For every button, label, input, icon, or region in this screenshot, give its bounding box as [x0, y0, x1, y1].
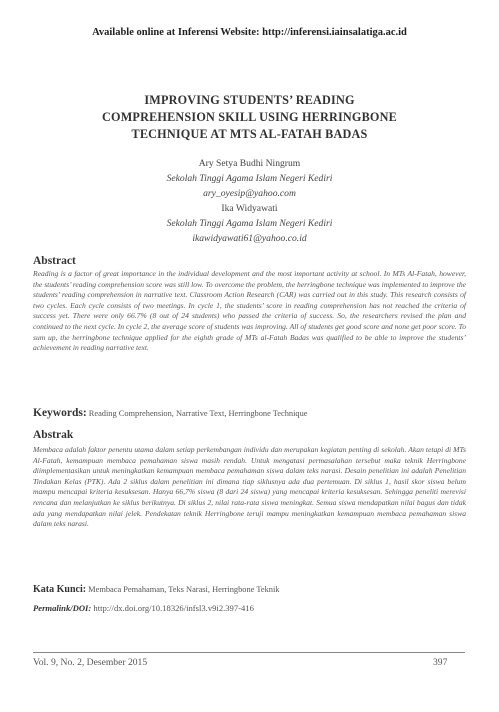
- journal-header: Available online at Inferensi Website: http://inferensi.iainsalatiga.ac.id: [92, 27, 407, 38]
- abstract-heading: Abstract: [33, 255, 76, 267]
- author-email: ikawidyawati61@yahoo.co.id: [192, 233, 307, 244]
- paper-title: [40, 92, 459, 143]
- kata-kunci-text: Membaca Pemahaman, Teks Narasi, Herringbone Teknik: [88, 585, 280, 594]
- kata-kunci-line: [33, 584, 473, 595]
- permalink-url[interactable]: http://dx.doi.org/10.18326/infsl3.v9i2.397-416: [93, 603, 254, 613]
- title-line: IMPROVING STUDENTS’ READING: [144, 93, 355, 107]
- author-email: ary_oyesip@yahoo.com: [203, 188, 296, 199]
- keywords-label: Keywords:: [33, 407, 87, 419]
- author-block: [0, 156, 499, 246]
- abstrak-text: Membaca adalah faktor penentu utama dalam setiap perkembangan individu dan merupakan kegiatan penting di sekolah. Akan tetapi di MTs Al-Fatah, kemampuan membaca pemahaman siswa masih rendah. Untuk mengatasi permasalahan tersebut maka teknik Herringbone diimplementasikan untuk meningkatkan kemampuan membaca pemahaman siswa dalam teks narasi. Desain penelitian ini adalah Penelitian Tindakan Kelas (PTK). Ada 2 siklus dalam penelitian ini dimana tiap siklusnya ada dua pertemuan. Di siklus 1, hasil skor siswa belum mampu mencapai kriteria kesuksesan. Hanya 66,7% siswa (8 dari 24 siswa) yang mencapai kriteria kesuksesan. Sehingga peneliti merevisi rencana dan melanjutkan ke siklus berikutnya. Di siklus 2, nilai rata-rata siswa meningkat. Semua siswa mendapatkan nilai bagus dan tidak ada yang mendapatkan nilai jelek. Pendekatan teknik Herringbone teruji mampu meningkatkan kemampuan membaca pemahaman siswa dalam teks narasi.: [33, 445, 466, 529]
- author-name: Ika Widyawati: [221, 203, 278, 214]
- author-affiliation: Sekolah Tinggi Agama Islam Negeri Kediri: [166, 173, 333, 184]
- footer-divider: [33, 652, 465, 653]
- title-line: TECHNIQUE AT MTS AL-FATAH BADAS: [131, 127, 368, 141]
- permalink-line: [33, 603, 473, 613]
- permalink-label: Permalink/DOI:: [33, 603, 92, 613]
- keywords-text: Reading Comprehension, Narrative Text, Herringbone Technique: [88, 409, 308, 418]
- kata-kunci-label: Kata Kunci:: [33, 584, 87, 595]
- keywords-line: [33, 407, 473, 419]
- abstrak-heading: Abstrak: [33, 429, 74, 441]
- abstract-text: Reading is a factor of great importance in the individual development and the most important activity at school. In MTs Al-Fatah, however, the students’ reading comprehension score was still low. To overcome the problem, the herringbone technique was implemented to improve the students’ reading comprehension in narrative text. Classroom Action Research (CAR) was carried out in this study. This research consists of two cycles. Each cycle consists of two meetings. In cycle 1, the students’ score in reading comprehension has not reached the criteria of success yet. There were only 66.7% (8 out of 24 students) who passed the criteria of success. So, the researchers revised the plan and continued to the next cycle. In cycle 2, the average score of students was improving. All of students get good score and none get poor score. To sum up, the herringbone technique applied for the eighth grade of MTs al-Fatah Badas was qualified to be able to improve the students’ achievement in reading narrative text.: [33, 269, 466, 353]
- author-affiliation: Sekolah Tinggi Agama Islam Negeri Kediri: [166, 218, 333, 229]
- footer-volume: Vol. 9, No. 2, Desember 2015: [33, 657, 148, 668]
- page-number: 397: [433, 657, 448, 668]
- title-line: COMPREHENSION SKILL USING HERRINGBONE: [102, 110, 397, 124]
- author-name: Ary Setya Budhi Ningrum: [198, 158, 301, 169]
